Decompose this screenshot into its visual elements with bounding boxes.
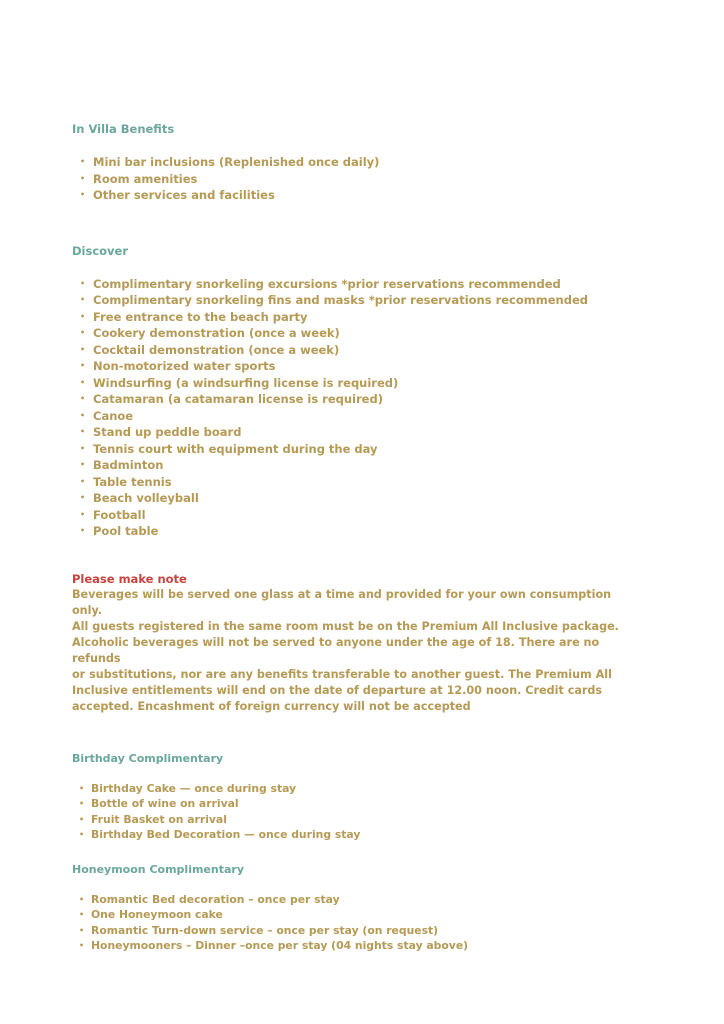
note-line: or substitutions, nor are any benefits transferable to another guest. The Premium All [72, 667, 612, 681]
list-item: • Cocktail demonstration (once a week) [72, 342, 662, 359]
list-item: • Romantic Turn-down service – once per stay (on request) [72, 923, 662, 939]
list-item: • Birthday Cake — once during stay [72, 781, 662, 797]
list-item: • Romantic Bed decoration – once per stay [72, 892, 662, 908]
list-item: • Football [72, 507, 662, 524]
list-item: • Windsurfing (a windsurfing license is required) [72, 375, 662, 392]
discover-heading: Discover [72, 243, 129, 258]
note-line: Inclusive entitlements will end on the date of departure at 12.00 noon. Credit cards [72, 683, 603, 697]
list-item: • Honeymooners – Dinner –once per stay (04 nights stay above) [72, 938, 662, 954]
list-item: • Catamaran (a catamaran license is required) [72, 391, 662, 408]
list-item: • Free entrance to the beach party [72, 309, 662, 326]
list-item: • Cookery demonstration (once a week) [72, 325, 662, 342]
list-item: • Birthday Bed Decoration — once during stay [72, 827, 662, 843]
discover-list [72, 276, 662, 540]
list-item: • Badminton [72, 457, 662, 474]
note-line: Alcoholic beverages will not be served to anyone under the age of 18. There are no refunds [72, 635, 600, 665]
list-item: • Non-motorized water sports [72, 358, 662, 375]
list-item: • One Honeymoon cake [72, 907, 662, 923]
in-villa-heading: In Villa Benefits [72, 122, 175, 136]
document-page [72, 122, 662, 954]
in-villa-list [72, 154, 662, 204]
birthday-heading: Birthday Complimentary [72, 751, 224, 765]
note-line: accepted. Encashment of foreign currency will not be accepted [72, 699, 471, 713]
list-item: • Mini bar inclusions (Replenished once daily) [72, 154, 662, 171]
note-paragraph [72, 587, 662, 715]
list-item: • Stand up peddle board [72, 424, 662, 441]
list-item: • Fruit Basket on arrival [72, 812, 662, 828]
list-item: • Tennis court with equipment during the day [72, 441, 662, 458]
list-item: • Table tennis [72, 474, 662, 491]
list-item: • Canoe [72, 408, 662, 425]
list-item: • Room amenities [72, 171, 662, 188]
list-item: • Other services and facilities [72, 187, 662, 204]
list-item: • Complimentary snorkeling excursions *prior reservations recommended [72, 276, 662, 293]
honeymoon-heading: Honeymoon Complimentary [72, 862, 244, 876]
list-item: • Bottle of wine on arrival [72, 796, 662, 812]
note-line: Beverages will be served one glass at a time and provided for your own consumption only. [72, 587, 612, 617]
birthday-list [72, 781, 662, 843]
note-heading: Please make note [72, 571, 187, 586]
honeymoon-list [72, 892, 662, 954]
list-item: • Complimentary snorkeling fins and masks *prior reservations recommended [72, 292, 662, 309]
list-item: • Beach volleyball [72, 490, 662, 507]
note-line: All guests registered in the same room must be on the Premium All Inclusive package. [72, 619, 619, 633]
list-item: • Pool table [72, 523, 662, 540]
